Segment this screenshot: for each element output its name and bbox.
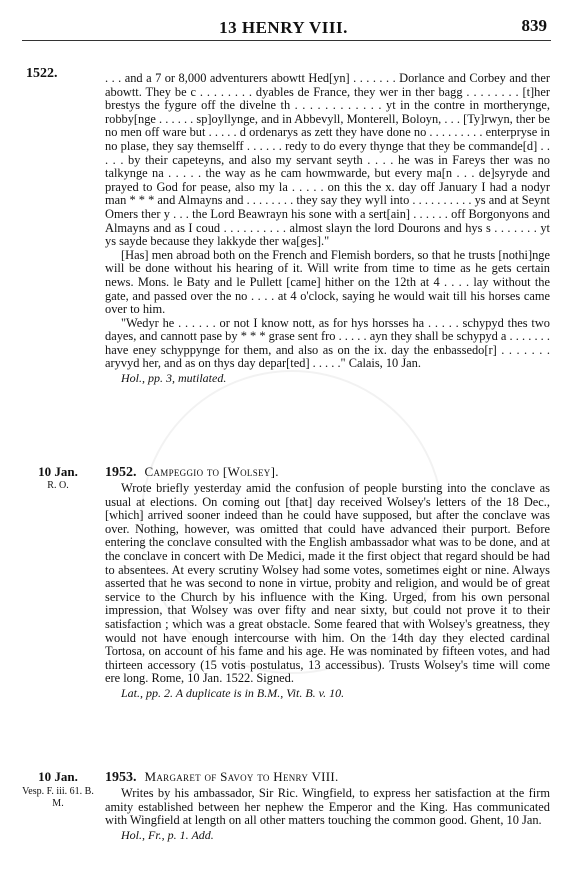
entry-1953-number: 1953. (105, 770, 137, 785)
entry-1953-title: Margaret of Savoy to Henry VIII. (144, 769, 339, 784)
running-title: 13 HENRY VIII. (219, 18, 348, 37)
entry-1952-date: 10 Jan. (38, 464, 78, 479)
entry-1952-heading (105, 464, 550, 481)
header-rule (22, 40, 551, 41)
fragment-paragraph-2: [Has] men abroad both on the French and Flemish borders, so that he trusts [nothi]nge will be done without his hearing of it. Will write from time to time as he gets certain news. Mons. le Baty and le Pullett [came] hither on the 12th at 4 . . . . lay without the gate, and passed over the no . . . . at 4 o'clock, saying he would wait till his horses came over to him. (105, 247, 550, 317)
margin-year: 1522. (26, 66, 58, 81)
entry-1953-date: 10 Jan. (38, 769, 78, 784)
entry-1952-title: Campeggio to [Wolsey]. (144, 464, 279, 479)
entry-1953-text: Writes by his ambassador, Sir Ric. Wingfield, to express her satisfaction at the firm amity established between her nephew the Emperor and the King. Has communicated with Wingfield at length on all other matters touching the common good. Ghent, 10 Jan. (105, 786, 550, 828)
entry-1953-note: Hol., Fr., p. 1. Add. (121, 827, 214, 842)
fragment-note: Hol., pp. 3, mutilated. (121, 371, 227, 386)
entry-1952-body (105, 482, 550, 701)
entry-1953-heading (105, 769, 550, 786)
fragment-text: . . . and a 7 or 8,000 adventurers abowtt Hed[yn] . . . . . . . Dorlance and Corbey and ther abowtt. They be c . . . . . . . . dyables de France, they wer in ther bagg . . . . . . . . [t]her brestys the fygure off the divelne th . . . . . . . . . . . . yt in the contre in mortherynge, robby[nge . . . . . . sp]oyllynge, and in Abbevyll, Monterell, Boloyn, . . . [Ty]rwyn, ther be no men off ware but . . . . . d ordenarys as zett they have done no . . . . . . . . . enterpryse in no plase, they say themselff . . . . . . redy to do every thynge that they be commande[d] . . . . . by their capeteyns, and also my servant seyth . . . . he was in Fareys ther was no talkynge na . . . . . the way as he cam howmwarde, but every ma[n . . . de]syryde and prayed to God for pease, also my la . . . . . on this the x. day off January I had a nodyr man * * * and Almayns and . . . . . . . . they say they wyll into . . . . . . . . . . ys and at Seynt Omers ther y . . . the Lord Beawrayn his sone with a sert[ain] . . . . . . off Borgonyons and Almayns and as I coud . . . . . . . . . . almost slayn the lord Dourons and hys s . . . . . . . yt ys sayde because they lakkyde ther wa[ges]." (105, 71, 550, 249)
page-number: 839 (521, 16, 547, 35)
entry-1952-text: Wrote briefly yesterday amid the confusion of people bursting into the conclave as usual at elections. On coming out [that] day received Wolsey's letters of the 18 Dec., [which] arrived sooner indeed than he could have supposed, but after the conclave was over. Nothing, however, was omitted that could have advanced their purport. Before entering the conclave consulted with the English ambassador what was to be done, and at the conclave in concert with De Medici, made it the first object that regard should be had to absentees. At every scrutiny Wolsey had some votes, sometimes eight or nine. Always asserted that he was second to none in virtue, probity and religion, and would be of great service to the Church by his influence with the King. Urged, from his own personal impression, that Wolsey was over fifty and near sixty, but could not prove it to their satisfaction ; which was a great obstacle. Some feared that with Wolsey's greatness, they would not have enough intercourse with him. On the 14th day they elected cardinal Tortosa, on account of his fame and his age. He was nominated by fifteen votes, and had thirteen accessory (15 votis postulatus, 13 accessibus). Trusts Wolsey's time will come ere long. Rome, 10 Jan. 1522. Signed. (105, 481, 550, 686)
entry-1953-body (105, 787, 550, 842)
entry-1952-note: Lat., pp. 2. A duplicate is in B.M., Vit. B. v. 10. (121, 685, 345, 700)
entry-1952-ref: R. O. (47, 480, 69, 491)
entry-1953-ref: Vesp. F. iii. 61. B. M. (22, 786, 94, 809)
entry-1952-number: 1952. (105, 465, 137, 480)
fragment-paragraph-3: "Wedyr he . . . . . . or not I know nott, as for hys horsses ha . . . . . schypyd thes two dayes, and cannott pase by * * * grase sent fro . . . . . ayn they shall be schypyd a . . . . . . . have eney schyppynge for them, and also as on the ix. day the enbassedo[r] . . . . . . . aryvyd her, and as on thys day depar[ted] . . . . ." Calais, 10 Jan. (105, 315, 550, 371)
continued-letter (105, 72, 550, 386)
